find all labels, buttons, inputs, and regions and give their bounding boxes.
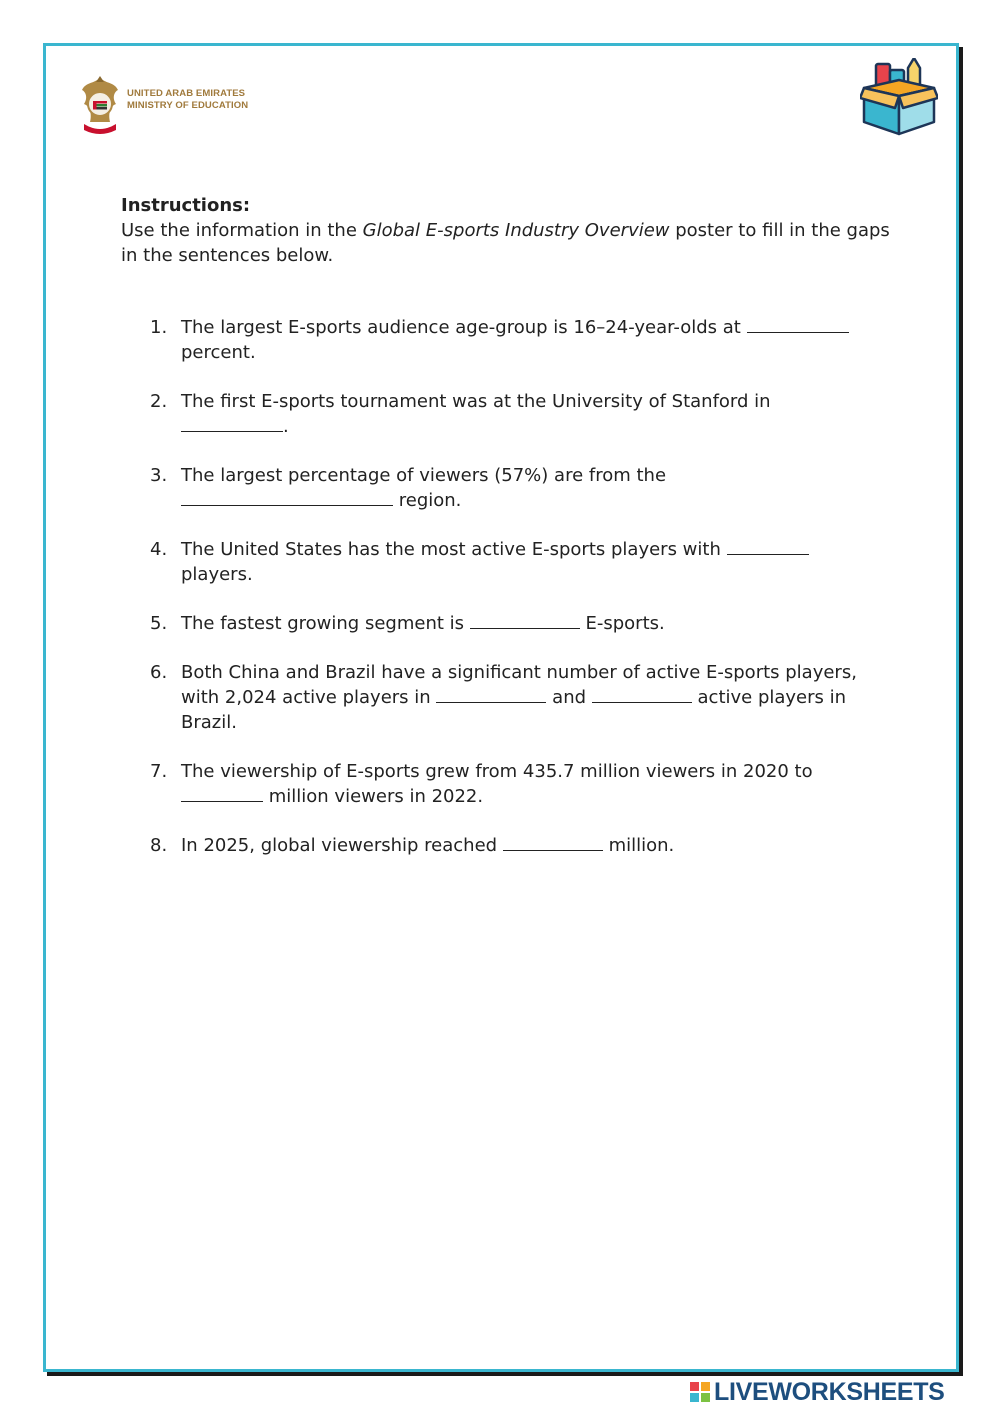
ministry-line-2: MINISTRY OF EDUCATION	[127, 100, 249, 111]
answer-blank[interactable]	[503, 833, 603, 851]
question-text-after: million.	[608, 835, 675, 856]
question-number: 4.	[150, 539, 168, 560]
question-text-after: .	[283, 416, 289, 437]
question-text: The viewership of E-sports grew from 435.7 million viewers in 2020 to	[181, 761, 813, 782]
answer-blank[interactable]	[727, 537, 809, 555]
question-text-after: active players in Brazil.	[181, 687, 847, 733]
books-box-icon	[860, 58, 938, 140]
brand-block	[690, 1393, 699, 1402]
question-text: The largest E-sports audience age-group is 16–24-year-olds at	[181, 317, 741, 338]
answer-blank[interactable]	[181, 488, 393, 506]
question-text-after: region.	[398, 490, 462, 511]
brand-block	[701, 1393, 710, 1402]
instructions-text-before: Use the information in the	[121, 220, 363, 241]
question-text-middle: and	[552, 687, 587, 708]
question-text-after: percent.	[181, 342, 256, 363]
question-item	[150, 759, 870, 809]
instructions-text-after: poster to fill in the gaps in the sentences below.	[121, 220, 890, 266]
question-number: 6.	[150, 662, 168, 683]
question-item	[150, 537, 870, 587]
answer-blank[interactable]	[181, 414, 283, 432]
question-text: In 2025, global viewership reached	[181, 835, 498, 856]
brand-block	[690, 1382, 699, 1391]
answer-blank[interactable]	[436, 685, 546, 703]
question-item	[150, 833, 870, 858]
poster-title: Global E-sports Industry Overview	[362, 220, 670, 241]
question-item	[150, 463, 870, 513]
question-text-after: E-sports.	[585, 613, 665, 634]
question-item	[150, 315, 870, 365]
question-item	[150, 660, 870, 735]
brand-block	[701, 1382, 710, 1391]
ministry-logo	[78, 74, 249, 150]
question-number: 7.	[150, 761, 168, 782]
question-item	[150, 611, 870, 636]
question-number: 2.	[150, 391, 168, 412]
question-number: 3.	[150, 465, 168, 486]
answer-blank[interactable]	[470, 611, 580, 629]
ministry-line-1: UNITED ARAB EMIRATES	[127, 88, 246, 99]
instructions-heading: Instructions:	[121, 195, 251, 216]
question-text: The fastest growing segment is	[181, 613, 465, 634]
brand-text: LIVEWORKSHEETS	[714, 1377, 945, 1406]
question-text: The first E-sports tournament was at the University of Stanford in	[181, 391, 771, 412]
question-number: 8.	[150, 835, 168, 856]
question-number: 1.	[150, 317, 168, 338]
question-text-after: players.	[181, 564, 253, 585]
question-text: The largest percentage of viewers (57%) are from the	[181, 465, 667, 486]
liveworksheets-brand	[690, 1377, 945, 1407]
question-item	[150, 389, 870, 439]
question-number: 5.	[150, 613, 168, 634]
answer-blank[interactable]	[181, 784, 263, 802]
brand-blocks-icon	[690, 1382, 710, 1402]
question-list	[150, 315, 870, 882]
instructions	[121, 193, 891, 268]
instructions-body	[121, 218, 891, 268]
answer-blank[interactable]	[592, 685, 692, 703]
answer-blank[interactable]	[747, 315, 849, 333]
uae-emblem-icon	[78, 74, 122, 140]
question-text: The United States has the most active E-sports players with	[181, 539, 721, 560]
question-text: Both China and Brazil have a significant number of active E-sports players, with 2,024 active players in	[181, 662, 857, 708]
question-text-after: million viewers in 2022.	[268, 786, 484, 807]
